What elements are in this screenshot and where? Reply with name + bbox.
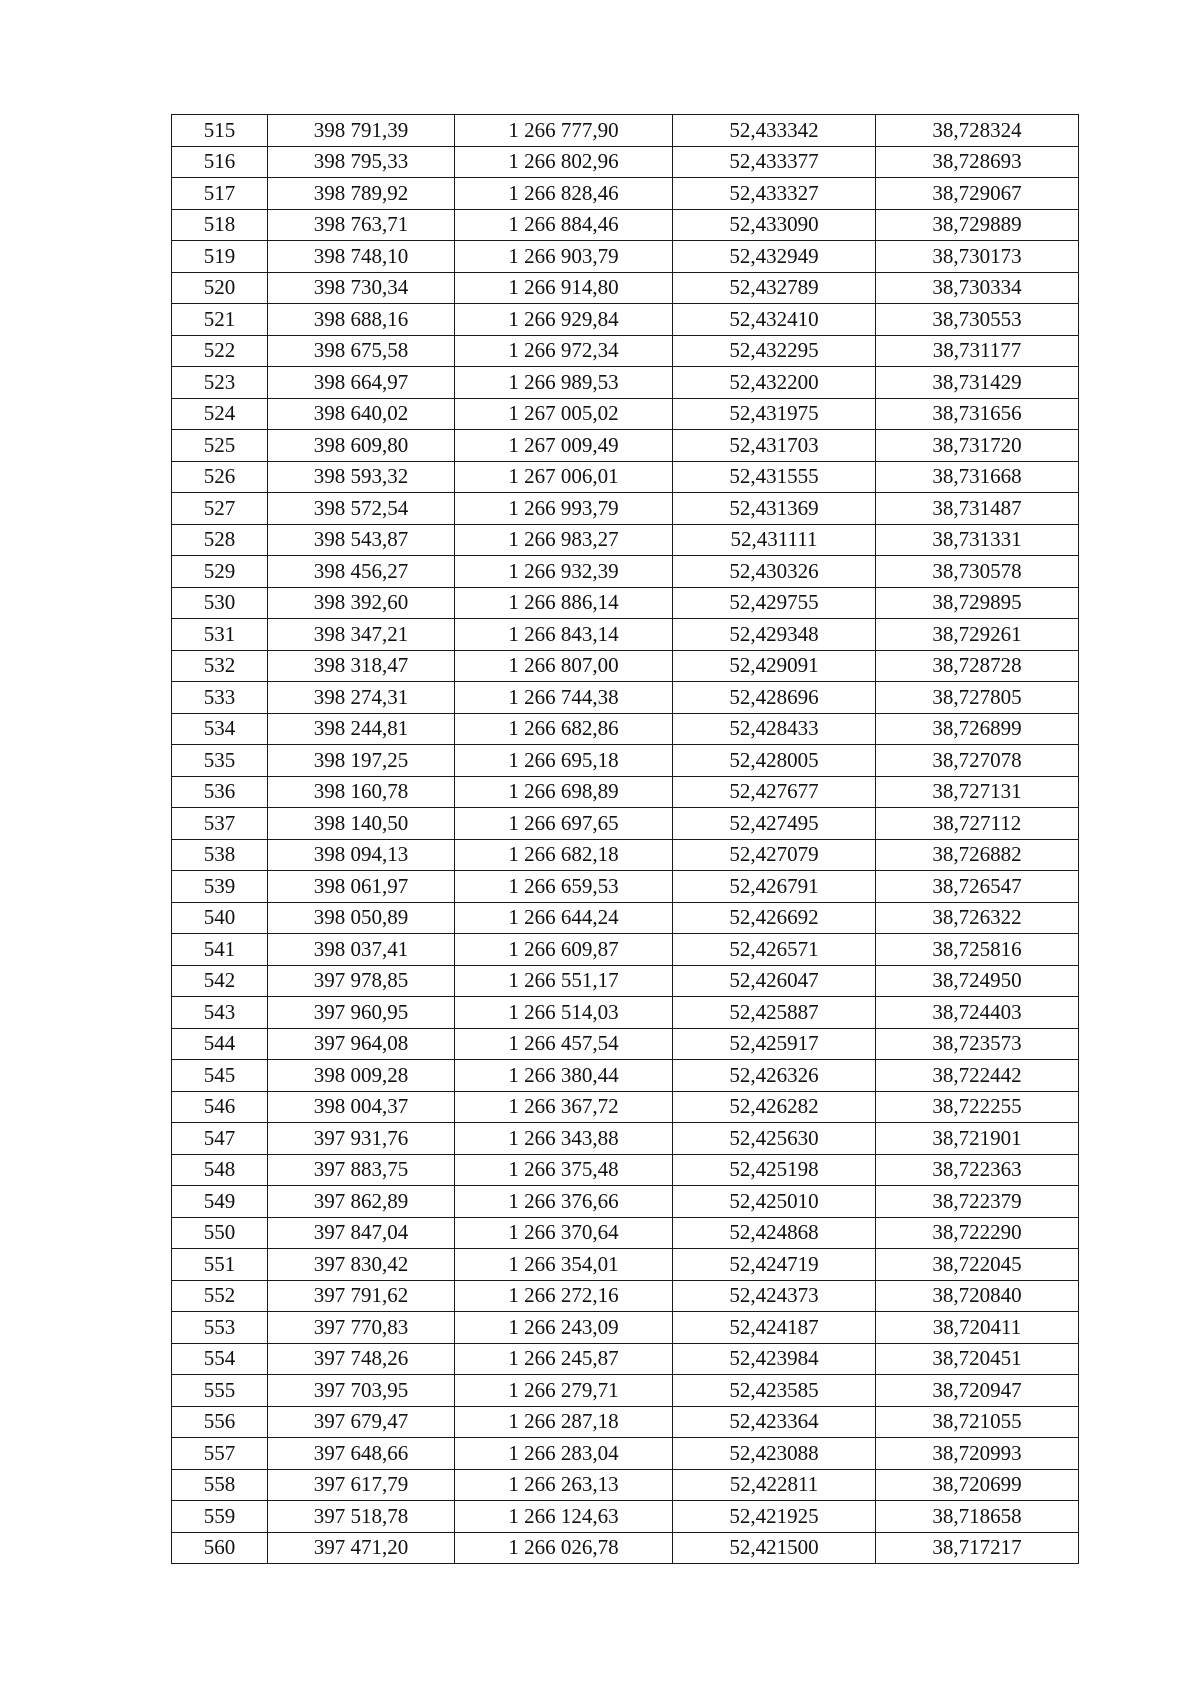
y-coordinate-cell: 1 266 682,86 xyxy=(455,713,673,745)
table-row xyxy=(172,367,1079,399)
longitude-cell: 38,724950 xyxy=(876,965,1079,997)
y-coordinate-cell: 1 266 903,79 xyxy=(455,241,673,273)
x-coordinate-cell: 398 748,10 xyxy=(268,241,455,273)
point-number-cell: 551 xyxy=(172,1249,268,1281)
longitude-cell: 38,730553 xyxy=(876,304,1079,336)
table-row xyxy=(172,178,1079,210)
y-coordinate-cell: 1 266 272,16 xyxy=(455,1280,673,1312)
x-coordinate-cell: 398 037,41 xyxy=(268,934,455,966)
table-row xyxy=(172,1501,1079,1533)
x-coordinate-cell: 398 392,60 xyxy=(268,587,455,619)
latitude-cell: 52,425010 xyxy=(673,1186,876,1218)
table-row xyxy=(172,902,1079,934)
x-coordinate-cell: 397 648,66 xyxy=(268,1438,455,1470)
x-coordinate-cell: 397 862,89 xyxy=(268,1186,455,1218)
table-row xyxy=(172,965,1079,997)
table-row xyxy=(172,619,1079,651)
longitude-cell: 38,722045 xyxy=(876,1249,1079,1281)
x-coordinate-cell: 397 830,42 xyxy=(268,1249,455,1281)
latitude-cell: 52,432789 xyxy=(673,272,876,304)
x-coordinate-cell: 398 140,50 xyxy=(268,808,455,840)
table-row xyxy=(172,934,1079,966)
point-number-cell: 546 xyxy=(172,1091,268,1123)
point-number-cell: 552 xyxy=(172,1280,268,1312)
latitude-cell: 52,423364 xyxy=(673,1406,876,1438)
y-coordinate-cell: 1 266 263,13 xyxy=(455,1469,673,1501)
table-row xyxy=(172,430,1079,462)
y-coordinate-cell: 1 266 659,53 xyxy=(455,871,673,903)
table-row xyxy=(172,1060,1079,1092)
x-coordinate-cell: 398 572,54 xyxy=(268,493,455,525)
table-row xyxy=(172,1028,1079,1060)
y-coordinate-cell: 1 266 929,84 xyxy=(455,304,673,336)
x-coordinate-cell: 398 160,78 xyxy=(268,776,455,808)
point-number-cell: 547 xyxy=(172,1123,268,1155)
y-coordinate-cell: 1 266 989,53 xyxy=(455,367,673,399)
x-coordinate-cell: 398 640,02 xyxy=(268,398,455,430)
x-coordinate-cell: 398 789,92 xyxy=(268,178,455,210)
latitude-cell: 52,425198 xyxy=(673,1154,876,1186)
point-number-cell: 555 xyxy=(172,1375,268,1407)
point-number-cell: 522 xyxy=(172,335,268,367)
x-coordinate-cell: 398 675,58 xyxy=(268,335,455,367)
x-coordinate-cell: 398 197,25 xyxy=(268,745,455,777)
table-row xyxy=(172,1532,1079,1564)
longitude-cell: 38,727805 xyxy=(876,682,1079,714)
latitude-cell: 52,423984 xyxy=(673,1343,876,1375)
point-number-cell: 523 xyxy=(172,367,268,399)
coordinates-table-body xyxy=(172,115,1079,1564)
longitude-cell: 38,721055 xyxy=(876,1406,1079,1438)
y-coordinate-cell: 1 266 886,14 xyxy=(455,587,673,619)
longitude-cell: 38,720451 xyxy=(876,1343,1079,1375)
longitude-cell: 38,726882 xyxy=(876,839,1079,871)
table-row xyxy=(172,304,1079,336)
longitude-cell: 38,720411 xyxy=(876,1312,1079,1344)
x-coordinate-cell: 398 347,21 xyxy=(268,619,455,651)
y-coordinate-cell: 1 267 006,01 xyxy=(455,461,673,493)
x-coordinate-cell: 397 847,04 xyxy=(268,1217,455,1249)
y-coordinate-cell: 1 266 972,34 xyxy=(455,335,673,367)
longitude-cell: 38,720947 xyxy=(876,1375,1079,1407)
table-row xyxy=(172,1123,1079,1155)
x-coordinate-cell: 397 679,47 xyxy=(268,1406,455,1438)
y-coordinate-cell: 1 266 551,17 xyxy=(455,965,673,997)
y-coordinate-cell: 1 266 376,66 xyxy=(455,1186,673,1218)
table-row xyxy=(172,115,1079,147)
point-number-cell: 540 xyxy=(172,902,268,934)
point-number-cell: 533 xyxy=(172,682,268,714)
longitude-cell: 38,730334 xyxy=(876,272,1079,304)
latitude-cell: 52,424719 xyxy=(673,1249,876,1281)
table-row xyxy=(172,524,1079,556)
longitude-cell: 38,731487 xyxy=(876,493,1079,525)
y-coordinate-cell: 1 266 777,90 xyxy=(455,115,673,147)
longitude-cell: 38,728693 xyxy=(876,146,1079,178)
y-coordinate-cell: 1 267 005,02 xyxy=(455,398,673,430)
longitude-cell: 38,720840 xyxy=(876,1280,1079,1312)
latitude-cell: 52,432295 xyxy=(673,335,876,367)
point-number-cell: 558 xyxy=(172,1469,268,1501)
y-coordinate-cell: 1 266 914,80 xyxy=(455,272,673,304)
table-row xyxy=(172,493,1079,525)
y-coordinate-cell: 1 266 744,38 xyxy=(455,682,673,714)
latitude-cell: 52,426692 xyxy=(673,902,876,934)
table-row xyxy=(172,682,1079,714)
point-number-cell: 537 xyxy=(172,808,268,840)
x-coordinate-cell: 398 004,37 xyxy=(268,1091,455,1123)
table-row xyxy=(172,839,1079,871)
table-row xyxy=(172,650,1079,682)
point-number-cell: 543 xyxy=(172,997,268,1029)
y-coordinate-cell: 1 266 245,87 xyxy=(455,1343,673,1375)
y-coordinate-cell: 1 266 279,71 xyxy=(455,1375,673,1407)
point-number-cell: 548 xyxy=(172,1154,268,1186)
y-coordinate-cell: 1 266 026,78 xyxy=(455,1532,673,1564)
latitude-cell: 52,426571 xyxy=(673,934,876,966)
point-number-cell: 550 xyxy=(172,1217,268,1249)
longitude-cell: 38,726322 xyxy=(876,902,1079,934)
latitude-cell: 52,431369 xyxy=(673,493,876,525)
latitude-cell: 52,428696 xyxy=(673,682,876,714)
point-number-cell: 528 xyxy=(172,524,268,556)
y-coordinate-cell: 1 266 287,18 xyxy=(455,1406,673,1438)
y-coordinate-cell: 1 266 609,87 xyxy=(455,934,673,966)
point-number-cell: 539 xyxy=(172,871,268,903)
x-coordinate-cell: 398 730,34 xyxy=(268,272,455,304)
table-row xyxy=(172,587,1079,619)
table-row xyxy=(172,556,1079,588)
latitude-cell: 52,421500 xyxy=(673,1532,876,1564)
longitude-cell: 38,727112 xyxy=(876,808,1079,840)
y-coordinate-cell: 1 266 644,24 xyxy=(455,902,673,934)
latitude-cell: 52,432410 xyxy=(673,304,876,336)
point-number-cell: 526 xyxy=(172,461,268,493)
latitude-cell: 52,433342 xyxy=(673,115,876,147)
y-coordinate-cell: 1 266 802,96 xyxy=(455,146,673,178)
y-coordinate-cell: 1 266 375,48 xyxy=(455,1154,673,1186)
x-coordinate-cell: 397 791,62 xyxy=(268,1280,455,1312)
x-coordinate-cell: 398 795,33 xyxy=(268,146,455,178)
point-number-cell: 559 xyxy=(172,1501,268,1533)
y-coordinate-cell: 1 266 983,27 xyxy=(455,524,673,556)
point-number-cell: 556 xyxy=(172,1406,268,1438)
latitude-cell: 52,424187 xyxy=(673,1312,876,1344)
latitude-cell: 52,423585 xyxy=(673,1375,876,1407)
point-number-cell: 529 xyxy=(172,556,268,588)
latitude-cell: 52,431703 xyxy=(673,430,876,462)
longitude-cell: 38,731331 xyxy=(876,524,1079,556)
point-number-cell: 524 xyxy=(172,398,268,430)
table-row xyxy=(172,1280,1079,1312)
point-number-cell: 532 xyxy=(172,650,268,682)
y-coordinate-cell: 1 266 828,46 xyxy=(455,178,673,210)
x-coordinate-cell: 397 770,83 xyxy=(268,1312,455,1344)
y-coordinate-cell: 1 266 514,03 xyxy=(455,997,673,1029)
table-row xyxy=(172,241,1079,273)
latitude-cell: 52,423088 xyxy=(673,1438,876,1470)
x-coordinate-cell: 397 617,79 xyxy=(268,1469,455,1501)
y-coordinate-cell: 1 266 695,18 xyxy=(455,745,673,777)
table-row xyxy=(172,871,1079,903)
x-coordinate-cell: 398 688,16 xyxy=(268,304,455,336)
table-row xyxy=(172,461,1079,493)
latitude-cell: 52,428005 xyxy=(673,745,876,777)
longitude-cell: 38,722255 xyxy=(876,1091,1079,1123)
point-number-cell: 525 xyxy=(172,430,268,462)
latitude-cell: 52,430326 xyxy=(673,556,876,588)
longitude-cell: 38,731656 xyxy=(876,398,1079,430)
point-number-cell: 541 xyxy=(172,934,268,966)
table-row xyxy=(172,1154,1079,1186)
y-coordinate-cell: 1 266 932,39 xyxy=(455,556,673,588)
table-row xyxy=(172,1249,1079,1281)
y-coordinate-cell: 1 266 457,54 xyxy=(455,1028,673,1060)
latitude-cell: 52,426047 xyxy=(673,965,876,997)
x-coordinate-cell: 398 609,80 xyxy=(268,430,455,462)
y-coordinate-cell: 1 266 843,14 xyxy=(455,619,673,651)
longitude-cell: 38,720699 xyxy=(876,1469,1079,1501)
x-coordinate-cell: 398 009,28 xyxy=(268,1060,455,1092)
latitude-cell: 52,433327 xyxy=(673,178,876,210)
latitude-cell: 52,421925 xyxy=(673,1501,876,1533)
x-coordinate-cell: 398 543,87 xyxy=(268,524,455,556)
latitude-cell: 52,428433 xyxy=(673,713,876,745)
table-row xyxy=(172,335,1079,367)
table-row xyxy=(172,1186,1079,1218)
latitude-cell: 52,433377 xyxy=(673,146,876,178)
y-coordinate-cell: 1 266 243,09 xyxy=(455,1312,673,1344)
table-row xyxy=(172,1217,1079,1249)
point-number-cell: 542 xyxy=(172,965,268,997)
point-number-cell: 545 xyxy=(172,1060,268,1092)
longitude-cell: 38,731177 xyxy=(876,335,1079,367)
x-coordinate-cell: 397 964,08 xyxy=(268,1028,455,1060)
y-coordinate-cell: 1 266 124,63 xyxy=(455,1501,673,1533)
longitude-cell: 38,727078 xyxy=(876,745,1079,777)
latitude-cell: 52,433090 xyxy=(673,209,876,241)
x-coordinate-cell: 397 518,78 xyxy=(268,1501,455,1533)
longitude-cell: 38,722442 xyxy=(876,1060,1079,1092)
x-coordinate-cell: 398 094,13 xyxy=(268,839,455,871)
x-coordinate-cell: 397 883,75 xyxy=(268,1154,455,1186)
latitude-cell: 52,424868 xyxy=(673,1217,876,1249)
latitude-cell: 52,427677 xyxy=(673,776,876,808)
point-number-cell: 517 xyxy=(172,178,268,210)
longitude-cell: 38,731429 xyxy=(876,367,1079,399)
x-coordinate-cell: 398 318,47 xyxy=(268,650,455,682)
point-number-cell: 518 xyxy=(172,209,268,241)
x-coordinate-cell: 398 763,71 xyxy=(268,209,455,241)
x-coordinate-cell: 397 703,95 xyxy=(268,1375,455,1407)
x-coordinate-cell: 397 471,20 xyxy=(268,1532,455,1564)
point-number-cell: 538 xyxy=(172,839,268,871)
x-coordinate-cell: 397 748,26 xyxy=(268,1343,455,1375)
table-row xyxy=(172,1091,1079,1123)
longitude-cell: 38,731668 xyxy=(876,461,1079,493)
x-coordinate-cell: 398 274,31 xyxy=(268,682,455,714)
longitude-cell: 38,726899 xyxy=(876,713,1079,745)
latitude-cell: 52,426282 xyxy=(673,1091,876,1123)
longitude-cell: 38,717217 xyxy=(876,1532,1079,1564)
point-number-cell: 557 xyxy=(172,1438,268,1470)
latitude-cell: 52,422811 xyxy=(673,1469,876,1501)
table-row xyxy=(172,272,1079,304)
x-coordinate-cell: 398 664,97 xyxy=(268,367,455,399)
latitude-cell: 52,427079 xyxy=(673,839,876,871)
longitude-cell: 38,726547 xyxy=(876,871,1079,903)
y-coordinate-cell: 1 266 367,72 xyxy=(455,1091,673,1123)
y-coordinate-cell: 1 266 682,18 xyxy=(455,839,673,871)
y-coordinate-cell: 1 266 993,79 xyxy=(455,493,673,525)
x-coordinate-cell: 398 050,89 xyxy=(268,902,455,934)
longitude-cell: 38,718658 xyxy=(876,1501,1079,1533)
coordinates-table xyxy=(171,114,1079,1564)
table-row xyxy=(172,146,1079,178)
latitude-cell: 52,427495 xyxy=(673,808,876,840)
y-coordinate-cell: 1 266 807,00 xyxy=(455,650,673,682)
longitude-cell: 38,725816 xyxy=(876,934,1079,966)
table-row xyxy=(172,209,1079,241)
longitude-cell: 38,731720 xyxy=(876,430,1079,462)
table-row xyxy=(172,776,1079,808)
table-row xyxy=(172,398,1079,430)
table-row xyxy=(172,1343,1079,1375)
table-row xyxy=(172,997,1079,1029)
latitude-cell: 52,432949 xyxy=(673,241,876,273)
x-coordinate-cell: 398 791,39 xyxy=(268,115,455,147)
x-coordinate-cell: 398 244,81 xyxy=(268,713,455,745)
point-number-cell: 520 xyxy=(172,272,268,304)
point-number-cell: 534 xyxy=(172,713,268,745)
longitude-cell: 38,729261 xyxy=(876,619,1079,651)
point-number-cell: 521 xyxy=(172,304,268,336)
longitude-cell: 38,730578 xyxy=(876,556,1079,588)
y-coordinate-cell: 1 266 354,01 xyxy=(455,1249,673,1281)
x-coordinate-cell: 397 931,76 xyxy=(268,1123,455,1155)
point-number-cell: 531 xyxy=(172,619,268,651)
latitude-cell: 52,425630 xyxy=(673,1123,876,1155)
longitude-cell: 38,722379 xyxy=(876,1186,1079,1218)
latitude-cell: 52,432200 xyxy=(673,367,876,399)
longitude-cell: 38,721901 xyxy=(876,1123,1079,1155)
latitude-cell: 52,429755 xyxy=(673,587,876,619)
longitude-cell: 38,727131 xyxy=(876,776,1079,808)
table-row xyxy=(172,1469,1079,1501)
longitude-cell: 38,728728 xyxy=(876,650,1079,682)
point-number-cell: 544 xyxy=(172,1028,268,1060)
longitude-cell: 38,723573 xyxy=(876,1028,1079,1060)
y-coordinate-cell: 1 266 380,44 xyxy=(455,1060,673,1092)
y-coordinate-cell: 1 266 283,04 xyxy=(455,1438,673,1470)
longitude-cell: 38,720993 xyxy=(876,1438,1079,1470)
latitude-cell: 52,425917 xyxy=(673,1028,876,1060)
point-number-cell: 515 xyxy=(172,115,268,147)
table-row xyxy=(172,745,1079,777)
point-number-cell: 549 xyxy=(172,1186,268,1218)
table-row xyxy=(172,713,1079,745)
latitude-cell: 52,426326 xyxy=(673,1060,876,1092)
point-number-cell: 527 xyxy=(172,493,268,525)
table-row xyxy=(172,808,1079,840)
table-row xyxy=(172,1438,1079,1470)
y-coordinate-cell: 1 266 697,65 xyxy=(455,808,673,840)
longitude-cell: 38,730173 xyxy=(876,241,1079,273)
longitude-cell: 38,728324 xyxy=(876,115,1079,147)
latitude-cell: 52,431975 xyxy=(673,398,876,430)
y-coordinate-cell: 1 266 884,46 xyxy=(455,209,673,241)
point-number-cell: 519 xyxy=(172,241,268,273)
longitude-cell: 38,722363 xyxy=(876,1154,1079,1186)
table-row xyxy=(172,1375,1079,1407)
longitude-cell: 38,729895 xyxy=(876,587,1079,619)
point-number-cell: 560 xyxy=(172,1532,268,1564)
longitude-cell: 38,724403 xyxy=(876,997,1079,1029)
latitude-cell: 52,431111 xyxy=(673,524,876,556)
point-number-cell: 530 xyxy=(172,587,268,619)
latitude-cell: 52,425887 xyxy=(673,997,876,1029)
longitude-cell: 38,729889 xyxy=(876,209,1079,241)
point-number-cell: 535 xyxy=(172,745,268,777)
point-number-cell: 516 xyxy=(172,146,268,178)
latitude-cell: 52,429091 xyxy=(673,650,876,682)
x-coordinate-cell: 397 960,95 xyxy=(268,997,455,1029)
point-number-cell: 536 xyxy=(172,776,268,808)
x-coordinate-cell: 398 593,32 xyxy=(268,461,455,493)
latitude-cell: 52,431555 xyxy=(673,461,876,493)
latitude-cell: 52,424373 xyxy=(673,1280,876,1312)
latitude-cell: 52,426791 xyxy=(673,871,876,903)
y-coordinate-cell: 1 267 009,49 xyxy=(455,430,673,462)
latitude-cell: 52,429348 xyxy=(673,619,876,651)
y-coordinate-cell: 1 266 698,89 xyxy=(455,776,673,808)
longitude-cell: 38,729067 xyxy=(876,178,1079,210)
x-coordinate-cell: 397 978,85 xyxy=(268,965,455,997)
table-row xyxy=(172,1312,1079,1344)
point-number-cell: 553 xyxy=(172,1312,268,1344)
y-coordinate-cell: 1 266 343,88 xyxy=(455,1123,673,1155)
table-row xyxy=(172,1406,1079,1438)
longitude-cell: 38,722290 xyxy=(876,1217,1079,1249)
point-number-cell: 554 xyxy=(172,1343,268,1375)
x-coordinate-cell: 398 456,27 xyxy=(268,556,455,588)
y-coordinate-cell: 1 266 370,64 xyxy=(455,1217,673,1249)
x-coordinate-cell: 398 061,97 xyxy=(268,871,455,903)
